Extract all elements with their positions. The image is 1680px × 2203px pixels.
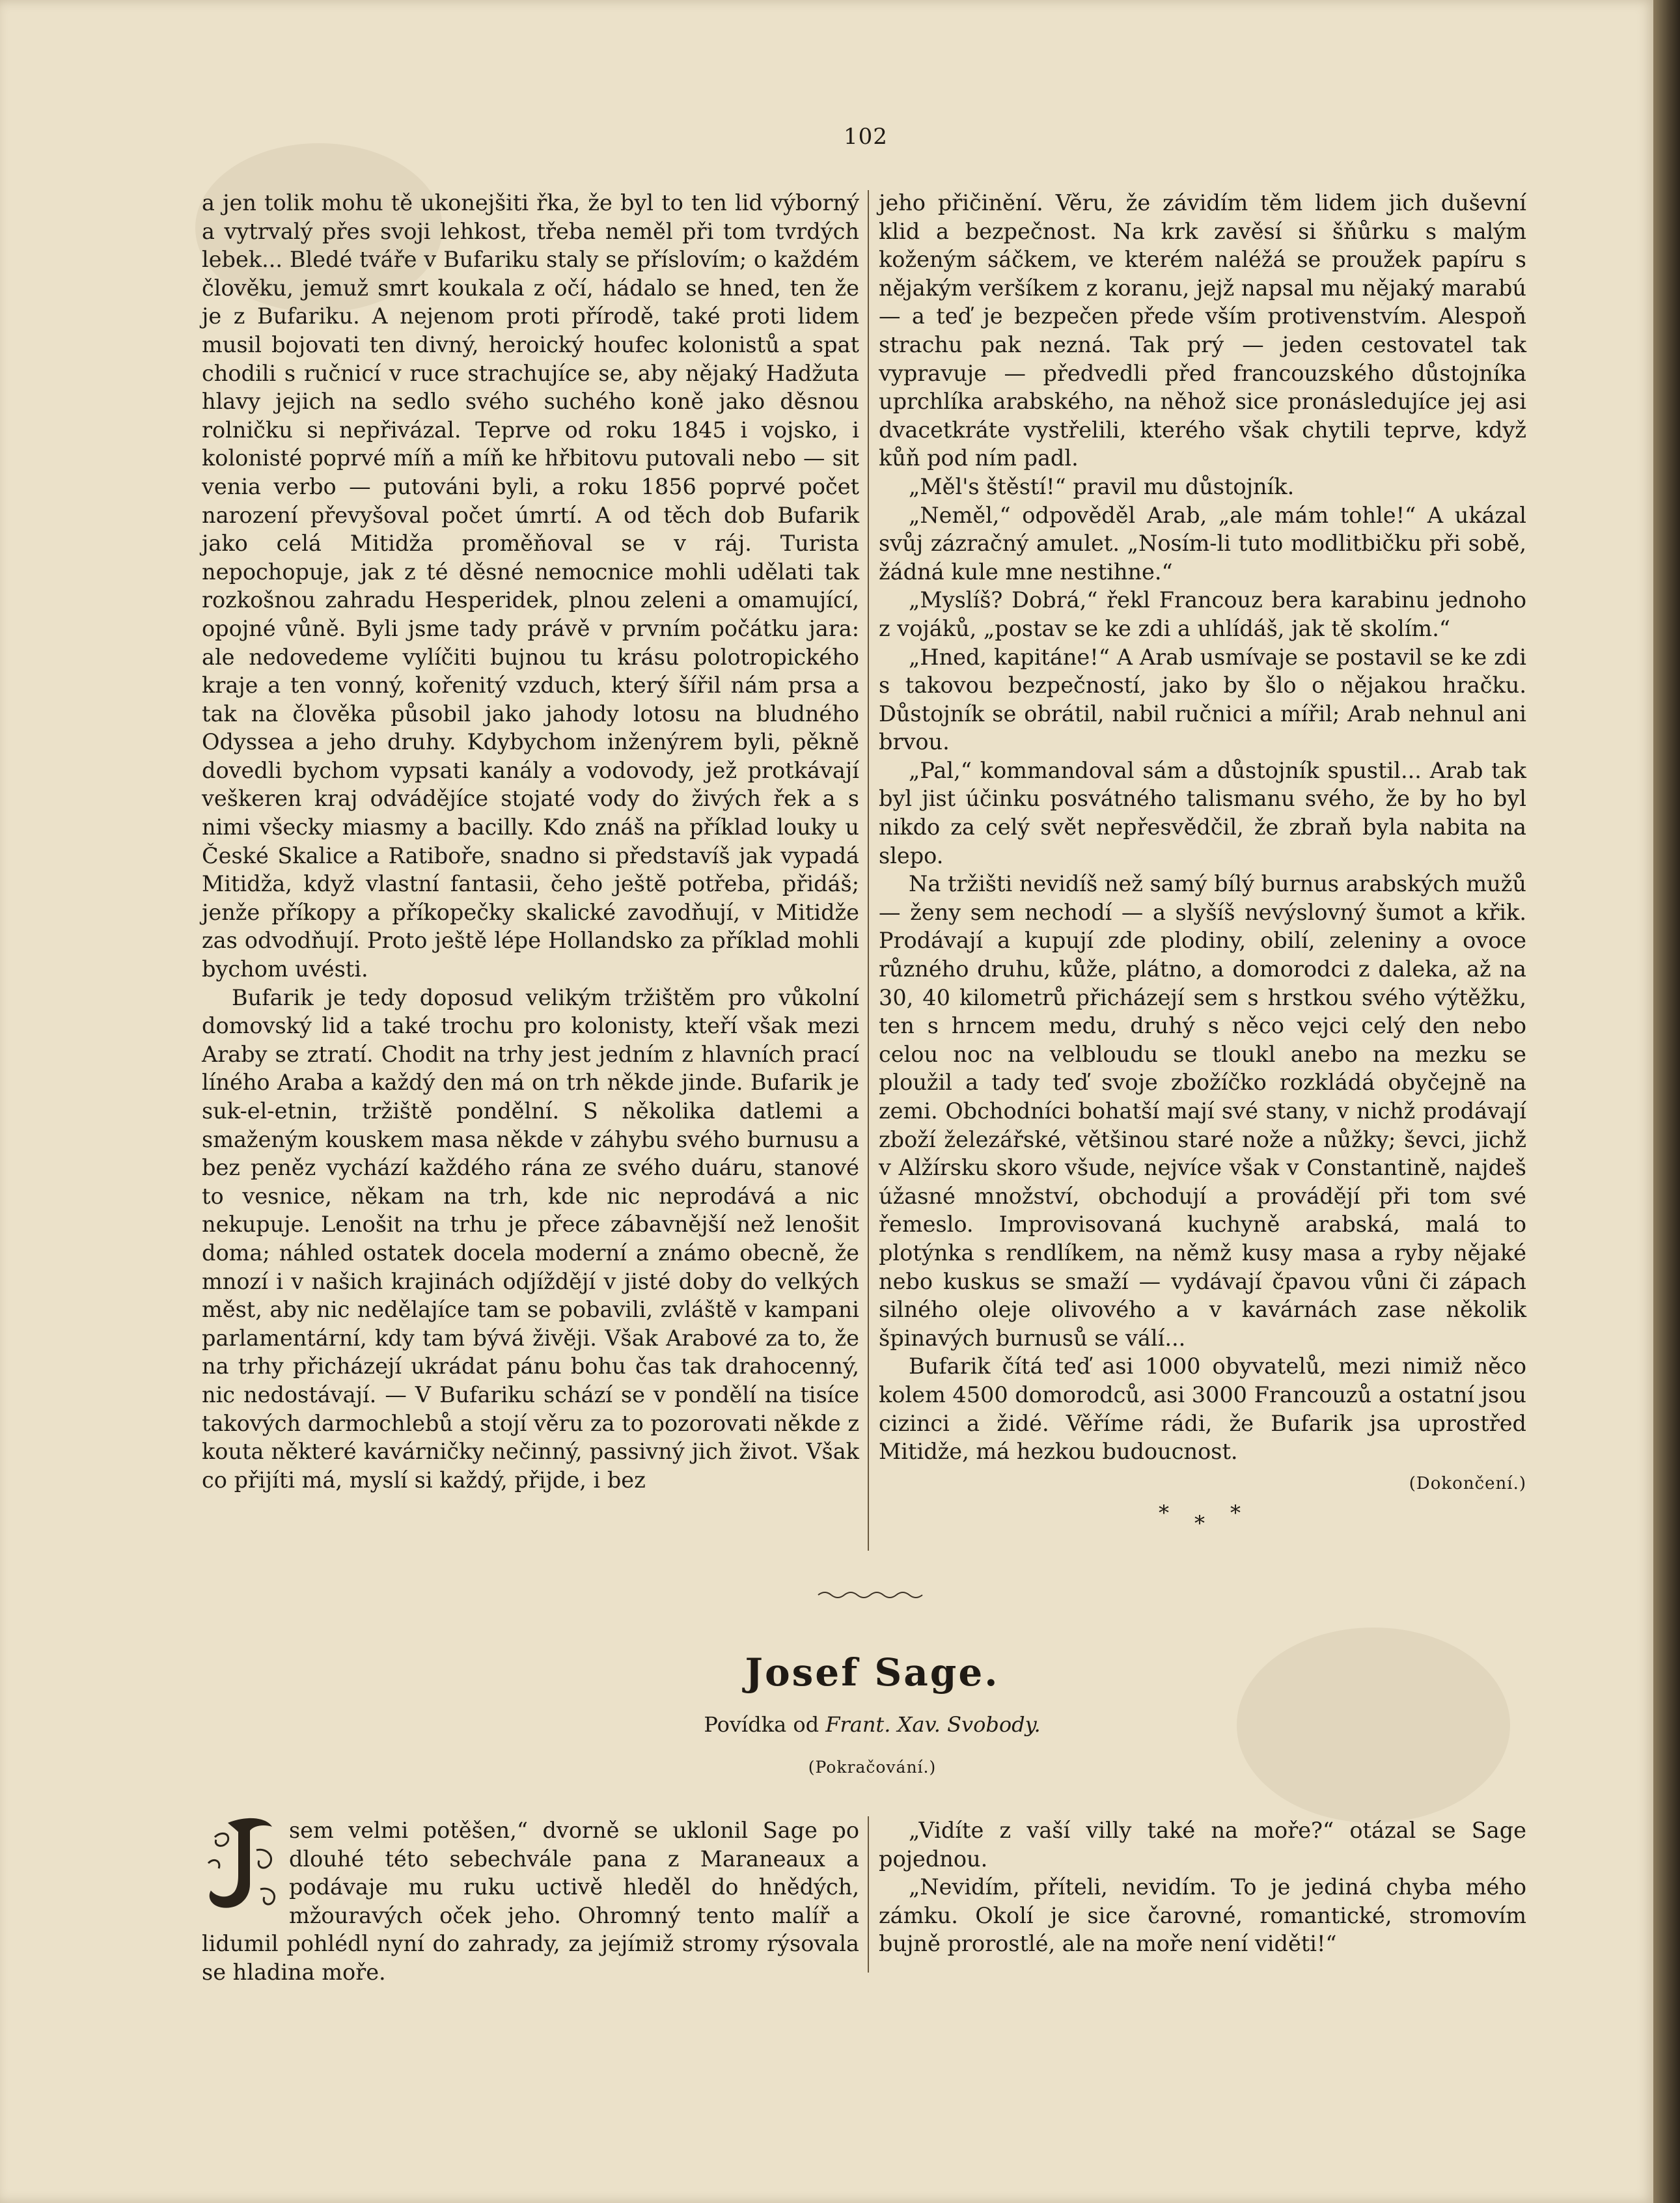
paragraph: „Pal,“ kommandoval sám a důstojník spustil... Arab tak byl jist účinku posvátného talismanu svého, že by ho byl nikdo za celý svět nepřesvědčil, že zbraň byla nabita na slepo. bbox=[879, 757, 1526, 868]
section-stars bbox=[879, 1498, 1526, 1544]
book-spine-edge bbox=[1653, 0, 1680, 2203]
paragraph: a jen tolik mohu tě ukonejšiti řka, že byl to ten lid výborný a vytrvalý přes svoji lehkost, třeba neměl při tom tvrdých lebek... Bledé tváře v Bufariku staly se příslovím; o každém člověku, jemuž smrt koukala z očí, hádalo se hned, ten že je z Bufariku. A nejenom proti přírodě, také proti lidem musil bojovati ten divný, heroický houfec kolonistů a spat chodili s ručnicí v ruce strachujíce se, aby nějaký Hadžuta hlavy jejich na sedlo svého suchého koně jako děsnou rolničku si nepřivázal. Teprve od roku 1845 i vojsko, i kolonisté poprvé míň a míň ke hřbitovu putovali nebo — sit venia verbo — putováni byli, a roku 1856 poprvé počet narození převyšoval počet úmrtí. A od těch dob Bufarik jako celá Mitidža proměňoval se v ráj. Turista nepochopuje, jak z té děsné nemocnice mohli udělati tak rozkošnou zahradu Hesperidek, plnou zeleni a omamující, opojné vůně. Byli jsme tady právě v prvním počátku jara: ale nedovedeme vylíčiti bujnou tu krásu polotropického kraje a ten vonný, kořenitý vzduch, který šířil nám prsa a tak na člověka působil jako jahody lotosu na bludného Odyssea a jeho druhy. Kdybychom inženýrem byli, pěkně dovedli bychom vypsati kanály a vodovody, jež protkávají veškeren kraj odvádějíce stojaté vody do živých řek a s nimi všecky miasmy a bacilly. Kdo znáš na příklad louky u České Skalice a Ratiboře, snadno si představíš jak vypadá Mitidža, když vlastní fantasii, čeho ještě potřeba, přidáš; jenže příkopy a příkopečky skalické zavodňují, v Mitidže zas odvodňují. Proto ještě lépe Hollandsko za příklad mohli bychom uvésti. bbox=[202, 190, 859, 982]
story-right-column bbox=[879, 1816, 1526, 1958]
story-opening-paragraph: sem velmi potěšen,“ dvorně se uklonil Sage po dlouhé této sebechvále pana z Maraneaux a podávaje mu ruku uctivě hleděl do hnědých, mžouravých oček jeho. Ohromný tento malíř a lidumil pohlédl nyní do zahrady, za jejímiž stromy rýsovala se hladina moře. bbox=[202, 1818, 859, 1985]
paragraph: „Vidíte z vaší villy také na moře?“ otázal se Sage pojednou. bbox=[879, 1818, 1526, 1872]
right-column bbox=[879, 189, 1526, 1544]
paragraph: Bufarik čítá teď asi 1000 obyvatelů, mezi nimiž něco kolem 4500 domorodců, asi 3000 Francouzů a ostatní jsou cizinci a židé. Věříme rádi, že Bufarik jsa uprostřed Mitidže, má hezkou budoucnost. bbox=[879, 1353, 1526, 1465]
subtitle-prefix: Povídka od bbox=[704, 1712, 819, 1737]
to-be-concluded-note: (Dokončení.) bbox=[1409, 1473, 1526, 1493]
paragraph: „Neměl,“ odpověděl Arab, „ale mám tohle!“ A ukázal svůj zázračný amulet. „Nosím-li tuto modlitbičku při sobě, žádná kule mne nestihne.“ bbox=[879, 502, 1526, 585]
author-name: Frant. Xav. Svobody. bbox=[825, 1712, 1041, 1737]
paragraph: „Měl's štěstí!“ pravil mu důstojník. bbox=[909, 473, 1295, 499]
star-mark: * bbox=[1194, 1511, 1205, 1536]
paragraph: jeho přičinění. Věru, že závidím těm lidem jich duševní klid a bezpečnost. Na krk zavěsí si šňůrku s malým koženým sáčkem, ve kterém naléžá se proužek papíru s nějakým veršíkem z koranu, jejž napsal mu nějaký marabú — a teď je bezpečen přede vším protivenstvím. Alespoň strachu pak nezná. Tak prý — jeden cestovatel tak vypravuje — předvedli před francouzského důstojníka uprchlíka arabského, na něhož sice pronásledujíce jej asi dvacetkráte vystřelili, kterého však chytili teprve, když kůň pod ním padl. bbox=[879, 190, 1526, 471]
star-mark: * bbox=[1230, 1501, 1241, 1526]
continued-note: (Pokračování.) bbox=[808, 1758, 937, 1777]
paragraph: Na tržišti nevidíš než samý bílý burnus arabských mužů — ženy sem nechodí — a slyšíš nevýslovný šumot a křik. Prodávají a kupují zde plodiny, obilí, zeleniny a ovoce různého druhu, kůže, plátno, a domorodci z daleka, až na 30, 40 kilometrů přicházejí sem s hrstkou svého výtěžku, ten s hrncem medu, druhý s něco vejci celý den nebo celou noc na velbloudu se tloukl anebo na mezku se ploužil a tady teď svoje zbožíčko rozkládá obyčejně na zemi. Obchodníci bohatší mají své stany, v nichž prodávají zboží železářské, většinou staré nože a nůžky; ševci, jichž v Alžírsku skoro všude, nejvíce však v Constantině, najdeš úžasné množství, obchodují a provádějí při tom své řemeslo. Improvisovaná kuchyně arabská, malá to plotýnka s rendlíkem, na němž kusy masa a ryby nějaké nebo kuskus se smaží — vydávají čpavou vůni či zápach silného oleje olivového a v kavárnách zase několik špinavých burnusů se válí... bbox=[879, 871, 1526, 1351]
star-mark: * bbox=[1159, 1501, 1169, 1526]
ornamental-drop-cap-j-icon bbox=[202, 1811, 280, 1915]
paragraph: „Nevidím, příteli, nevidím. To je jediná chyba mého zámku. Okolí je sice čarovné, romantické, stromovím bujně prorostlé, ale na moře není viděti!“ bbox=[879, 1874, 1526, 1957]
left-column bbox=[202, 189, 859, 1494]
paragraph: „Hned, kapitáne!“ A Arab usmívaje se postavil se ke zdi s takovou bezpečností, jako by šlo o nějakou hračku. Důstojník se obrátil, nabil ručnici a mířil; Arab nehnul ani brvou. bbox=[879, 644, 1526, 755]
page-number: 102 bbox=[844, 124, 888, 150]
wavy-divider bbox=[817, 1588, 928, 1601]
paragraph: Bufarik je tedy doposud velikým tržištěm pro vůkolní domovský lid a také trochu pro kolonisty, kteří však mezi Araby se ztratí. Chodit na trhy jest jedním z hlavních prací líného Araba a každý den má on trh někde jinde. Bufarik je suk-el-etnin, tržiště pondělní. S několika datlemi a smaženým kouskem masa někde v záhybu svého burnusu a bez peněz vychází každého rána ze svého duáru, stanové to vesnice, někam na trh, kde nic neprodává a nic nekupuje. Lenošit na trhu je přece zábavnější než lenošit doma; náhled ostatek docela moderní a známo obecně, že mnozí i v našich krajinách odjíždějí v jisté doby do velkých měst, aby nic nedělajíce tam se pobavili, zvláště v kampani parlamentární, kdy tam bývá živěji. Však Arabové za to, že na trhy přicházejí ukrádat pánu bohu čas tak drahocenný, nic nedostávají. — V Bufariku schází se v pondělí na tisíce takových darmochlebů a stojí věru za to pozorovati někde z kouta některé kavárničky nečinný, passivný jich život. Však co přijíti má, myslí si každý, přijde, i bez bbox=[202, 984, 859, 1493]
column-rule bbox=[868, 190, 869, 1551]
story-subtitle bbox=[586, 1712, 1159, 1737]
paragraph: „Myslíš? Dobrá,“ řekl Francouz bera karabinu jednoho z vojáků, „postav se ke zdi a uhlídáš, jak tě skolím.“ bbox=[879, 587, 1526, 641]
story-title: Josef Sage. bbox=[745, 1650, 1000, 1695]
paper-stain bbox=[1237, 1628, 1510, 1823]
column-rule bbox=[868, 1816, 869, 1973]
story-left-column bbox=[202, 1816, 859, 1987]
